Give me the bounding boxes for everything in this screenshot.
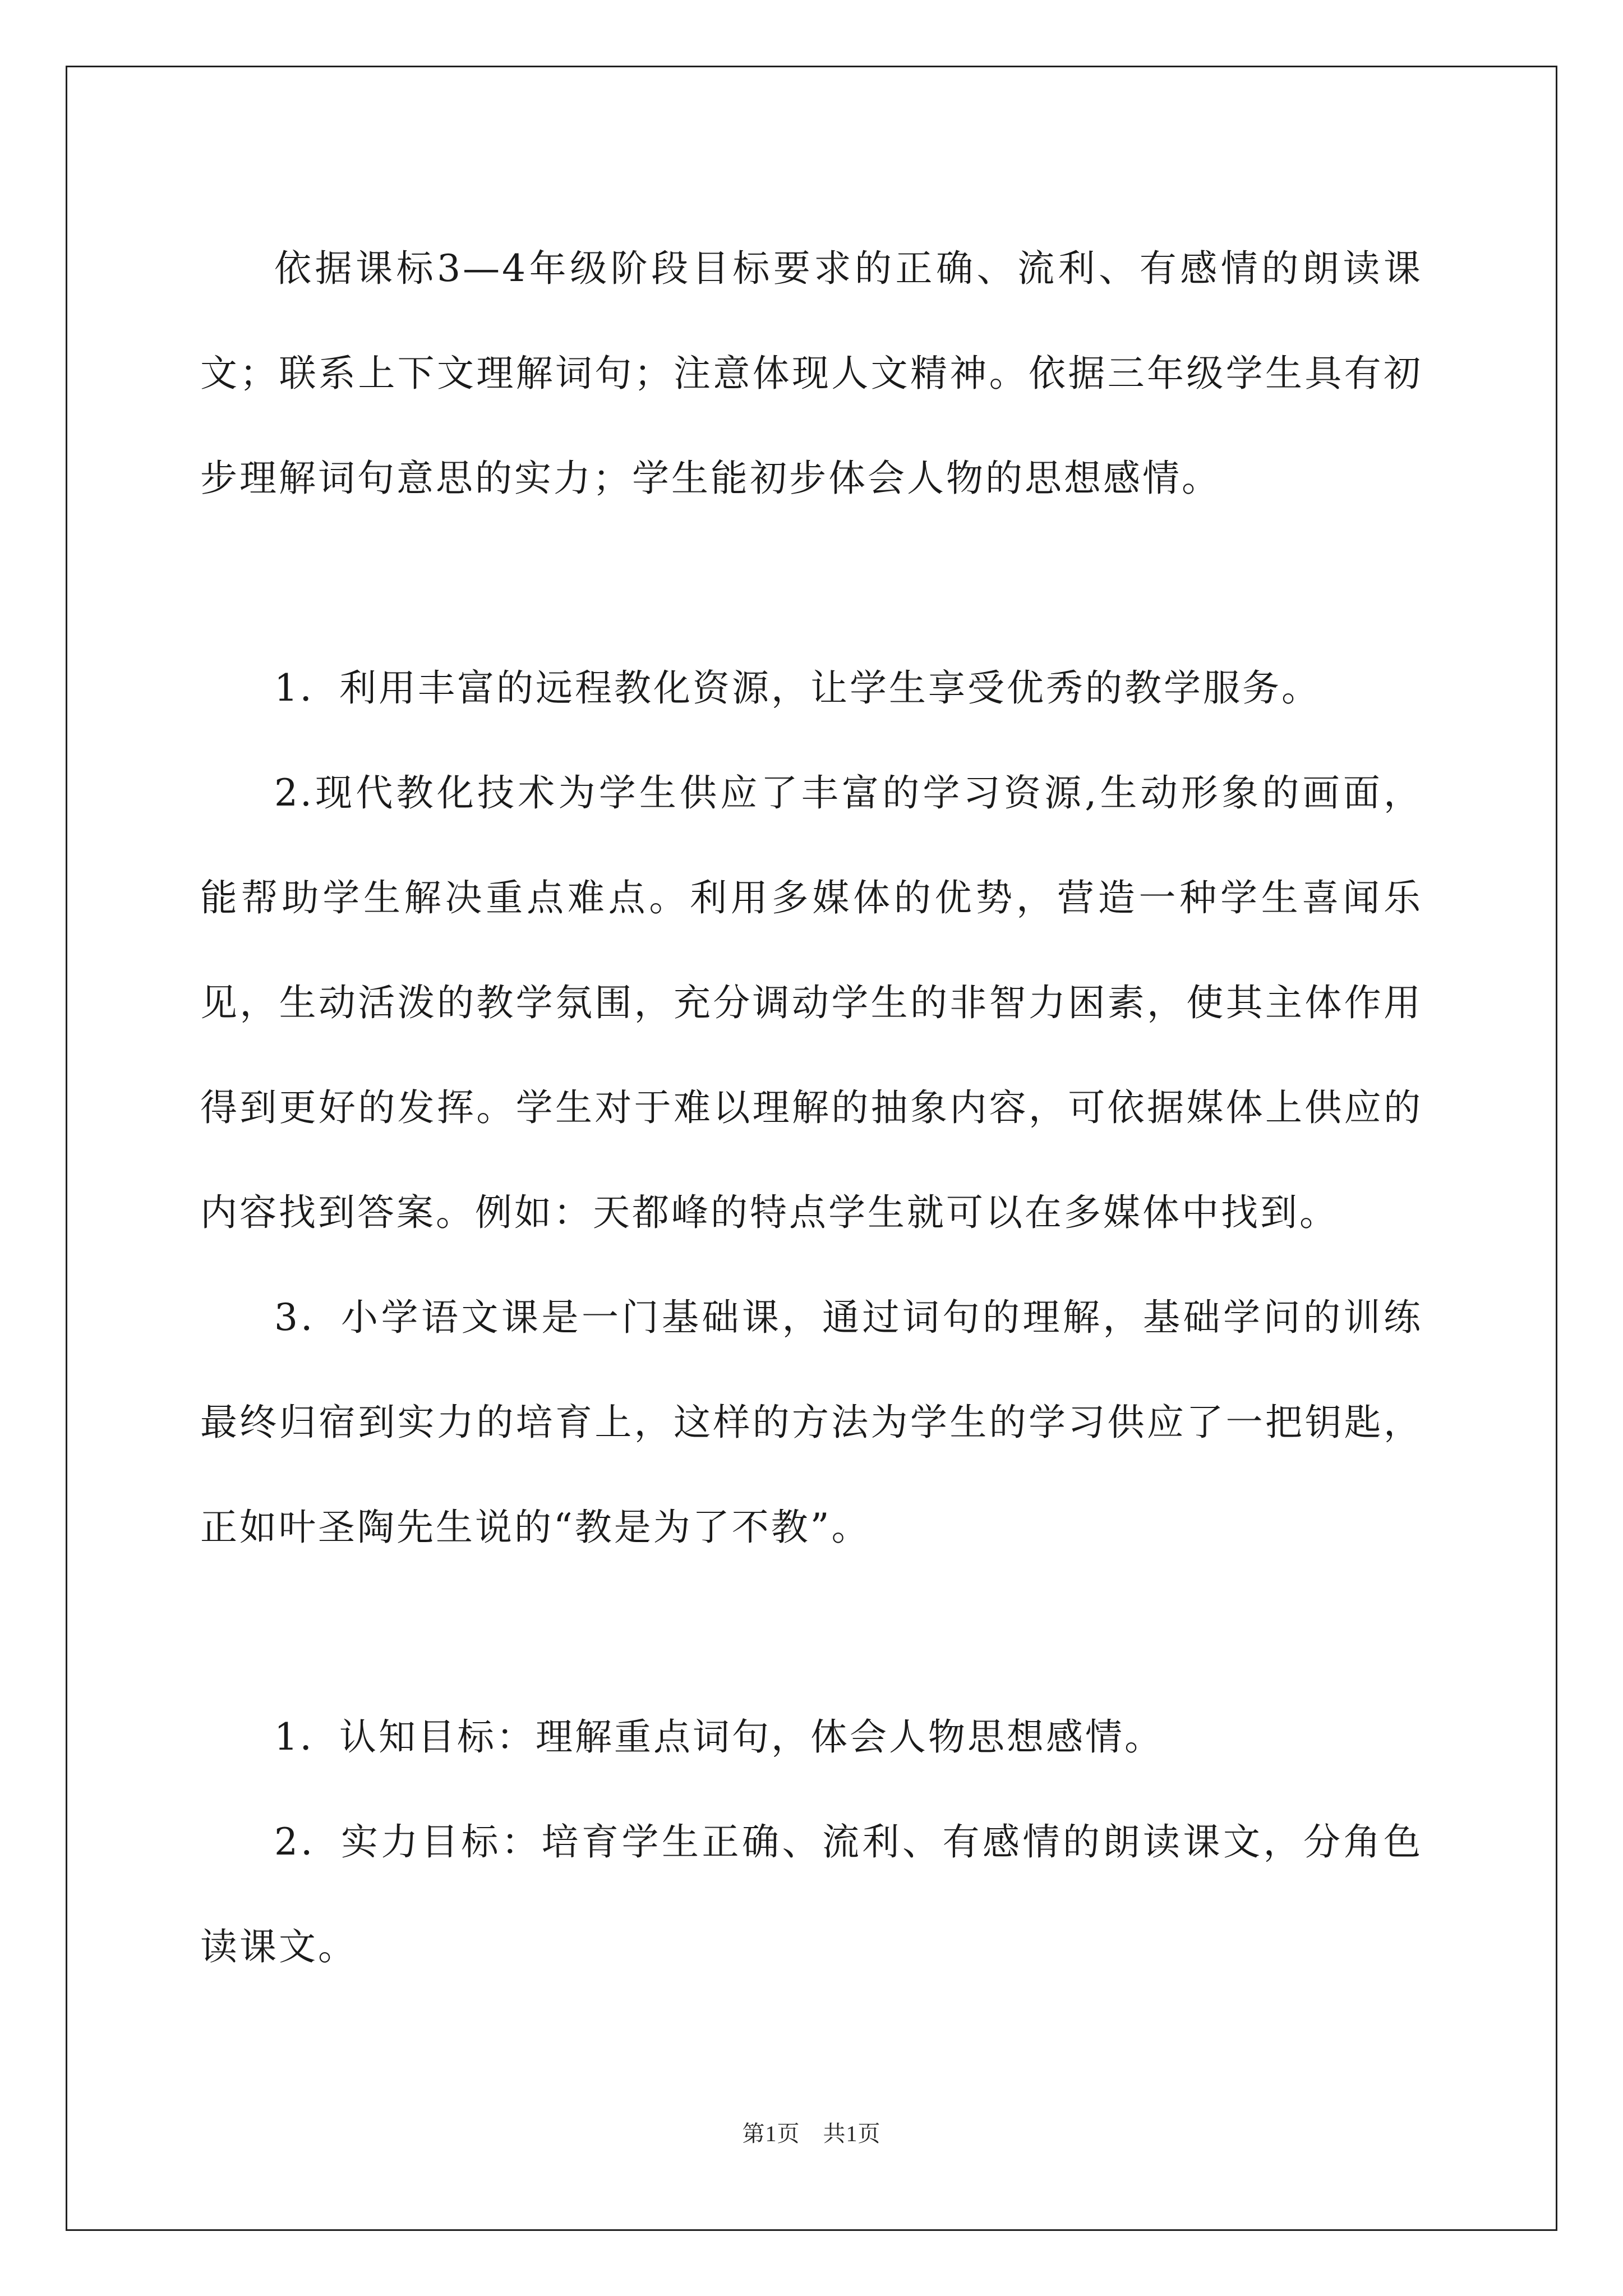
paragraph-resource-point-1: 1．利用丰富的远程教化资源，让学生享受优秀的教学服务。 [274,666,1321,710]
paragraph-resource-point-3: 3．小学语文课是一门基础课，通过词句的理解，基础学问的训练最终归宿到实力的培育上，这样的方法为学生的学习供应了一把钥匙，正如叶圣陶先生说的“教是为了不教”。 [200,1296,1423,1549]
page-number-footer: 第1页 共1页 [742,2121,881,2146]
paragraph-goal-cognitive: 1．认知目标：理解重点词句，体会人物思想感情。 [274,1715,1164,1759]
paragraph-goal-ability: 2．实力目标：培育学生正确、流利、有感情的朗读课文，分角色读课文。 [200,1820,1423,1968]
section-gap [200,531,1423,636]
paragraph-resource-point-2: 2.现代教化技术为学生供应了丰富的学习资源,生动形象的画面，能帮助学生解决重点难点。利用多媒体的优势，营造一种学生喜闻乐见，生动活泼的教学氛围，充分调动学生的非智力困素，使其主体作用得到更好的发挥。学生对于难以理解的抽象内容，可依据媒体上供应的内容找到答案。例如：天都峰的特点学生就可以在多媒体中找到。 [200,771,1423,1234]
document-body [200,216,1423,1999]
section-gap [200,1580,1423,1685]
paragraph-curriculum-basis: 依据课标3—4年级阶段目标要求的正确、流利、有感情的朗读课文；联系上下文理解词句；注意体现人文精神。依据三年级学生具有初步理解词句意思的实力；学生能初步体会人物的思想感情。 [200,247,1423,500]
